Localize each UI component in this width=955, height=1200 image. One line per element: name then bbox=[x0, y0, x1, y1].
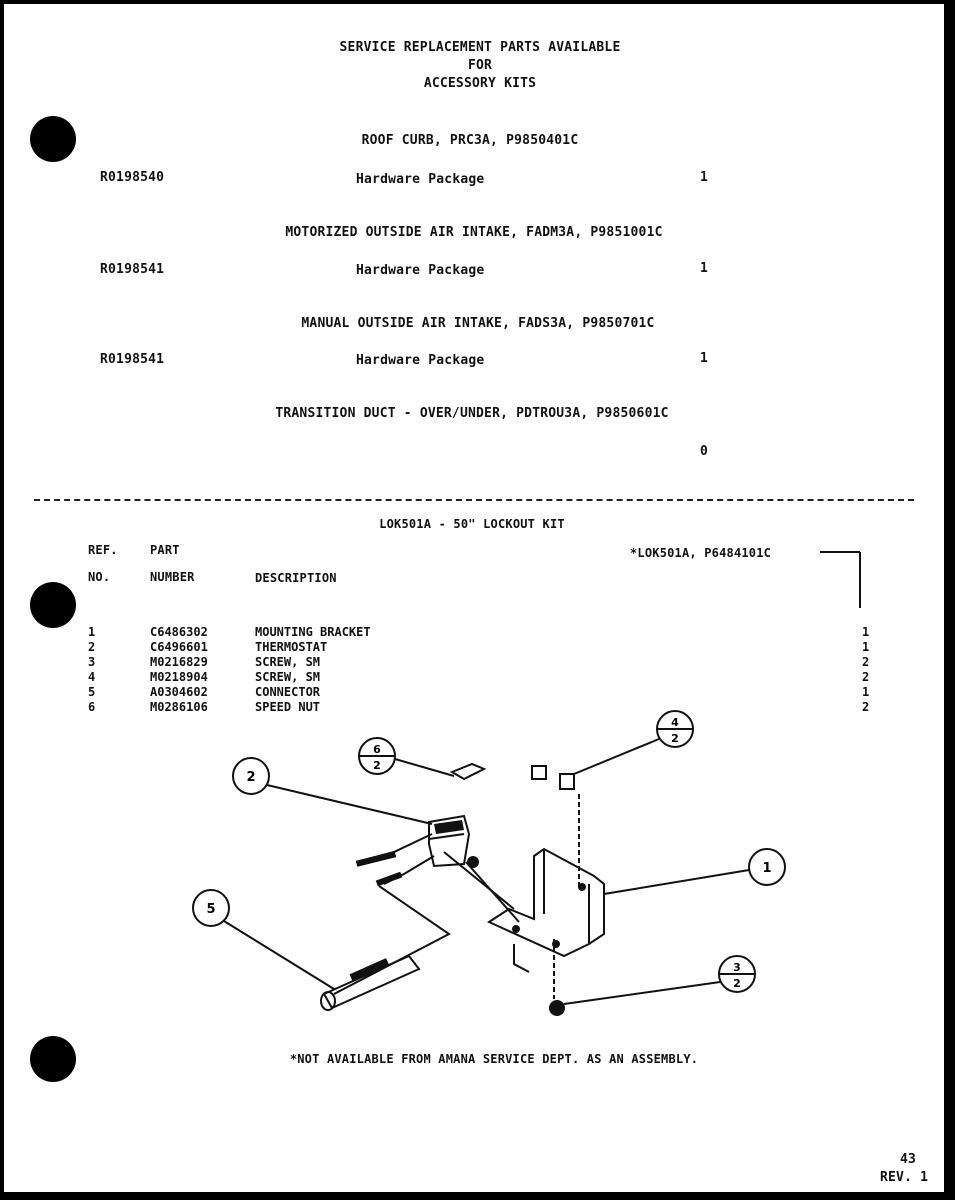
part-quantity: 2 bbox=[862, 655, 870, 669]
part-description: Hardware Package bbox=[356, 353, 485, 368]
callout-label-6-qty: 2 bbox=[373, 759, 381, 772]
column-part-line-1: PART bbox=[150, 543, 180, 557]
part-quantity: 1 bbox=[700, 261, 709, 276]
part-description: THERMOSTAT bbox=[255, 640, 328, 654]
revision-label: REV. 1 bbox=[880, 1170, 929, 1185]
part-number: M0286106 bbox=[150, 700, 208, 714]
column-ref-line-2: NO. bbox=[88, 570, 111, 584]
section-title-manual-intake: MANUAL OUTSIDE AIR INTAKE, FADS3A, P9850701C bbox=[301, 316, 655, 331]
speed-nut-shape bbox=[452, 764, 484, 779]
part-quantity: 1 bbox=[862, 640, 870, 654]
part-number: M0218904 bbox=[150, 670, 208, 684]
part-quantity: 1 bbox=[862, 685, 870, 699]
callout-label-6: 6 bbox=[373, 743, 381, 756]
callout-label-5: 5 bbox=[206, 902, 216, 917]
ref-number: 4 bbox=[88, 670, 96, 684]
callout-label-3-qty: 2 bbox=[733, 977, 741, 990]
section-title-roof-curb: ROOF CURB, PRC3A, P9850401C bbox=[361, 133, 579, 148]
header-line-1: SERVICE REPLACEMENT PARTS AVAILABLE bbox=[339, 40, 621, 55]
callout-label-2: 2 bbox=[246, 770, 256, 785]
document-page bbox=[4, 4, 944, 1192]
part-description: CONNECTOR bbox=[255, 685, 321, 699]
screw-shape bbox=[532, 766, 546, 779]
column-ref-line-1: REF. bbox=[88, 543, 118, 557]
ref-number: 1 bbox=[88, 625, 96, 639]
callout-label-4: 4 bbox=[671, 716, 679, 729]
column-part-line-2: NUMBER bbox=[150, 570, 195, 584]
part-quantity: 2 bbox=[862, 700, 870, 714]
part-number: R0198540 bbox=[100, 170, 165, 185]
part-quantity: 2 bbox=[862, 670, 870, 684]
part-number: C6496601 bbox=[150, 640, 208, 654]
section-title-transition-duct: TRANSITION DUCT - OVER/UNDER, PDTROU3A, P9850601C bbox=[275, 406, 669, 421]
ref-number: 5 bbox=[88, 685, 96, 699]
ref-number: 6 bbox=[88, 700, 96, 714]
part-number: R0198541 bbox=[100, 352, 165, 367]
part-number: C6486302 bbox=[150, 625, 208, 639]
part-quantity: 1 bbox=[862, 625, 870, 639]
section-title-motorized-intake: MOTORIZED OUTSIDE AIR INTAKE, FADM3A, P9851001C bbox=[285, 225, 663, 240]
kit-footnote: *NOT AVAILABLE FROM AMANA SERVICE DEPT. AS AN ASSEMBLY. bbox=[289, 1052, 699, 1066]
part-quantity: 1 bbox=[700, 170, 709, 185]
part-description: Hardware Package bbox=[356, 172, 485, 187]
header-line-2: FOR bbox=[467, 58, 493, 73]
exploded-parts-diagram bbox=[4, 4, 944, 1044]
part-description: Hardware Package bbox=[356, 263, 485, 278]
screw-shape bbox=[560, 774, 574, 789]
header-line-3: ACCESSORY KITS bbox=[423, 76, 537, 91]
column-description: DESCRIPTION bbox=[255, 571, 337, 585]
part-description: SCREW, SM bbox=[255, 670, 321, 684]
kit-title: LOK501A - 50" LOCKOUT KIT bbox=[379, 517, 565, 531]
part-number: R0198541 bbox=[100, 262, 165, 277]
part-description: MOUNTING BRACKET bbox=[255, 625, 371, 639]
part-quantity: 1 bbox=[700, 351, 709, 366]
part-description: SPEED NUT bbox=[255, 700, 321, 714]
callout-label-3: 3 bbox=[733, 961, 741, 974]
part-description: SCREW, SM bbox=[255, 655, 321, 669]
ref-number: 3 bbox=[88, 655, 96, 669]
kit-assembly-number: *LOK501A, P6484101C bbox=[630, 546, 772, 560]
ref-number: 2 bbox=[88, 640, 96, 654]
connector-shape bbox=[324, 956, 419, 1008]
part-number: M0216829 bbox=[150, 655, 208, 669]
callout-label-4-qty: 2 bbox=[671, 732, 679, 745]
callout-label-1: 1 bbox=[762, 861, 772, 876]
part-quantity: 0 bbox=[700, 444, 709, 459]
page-number: 43 bbox=[900, 1152, 917, 1167]
part-number: A0304602 bbox=[150, 685, 208, 699]
